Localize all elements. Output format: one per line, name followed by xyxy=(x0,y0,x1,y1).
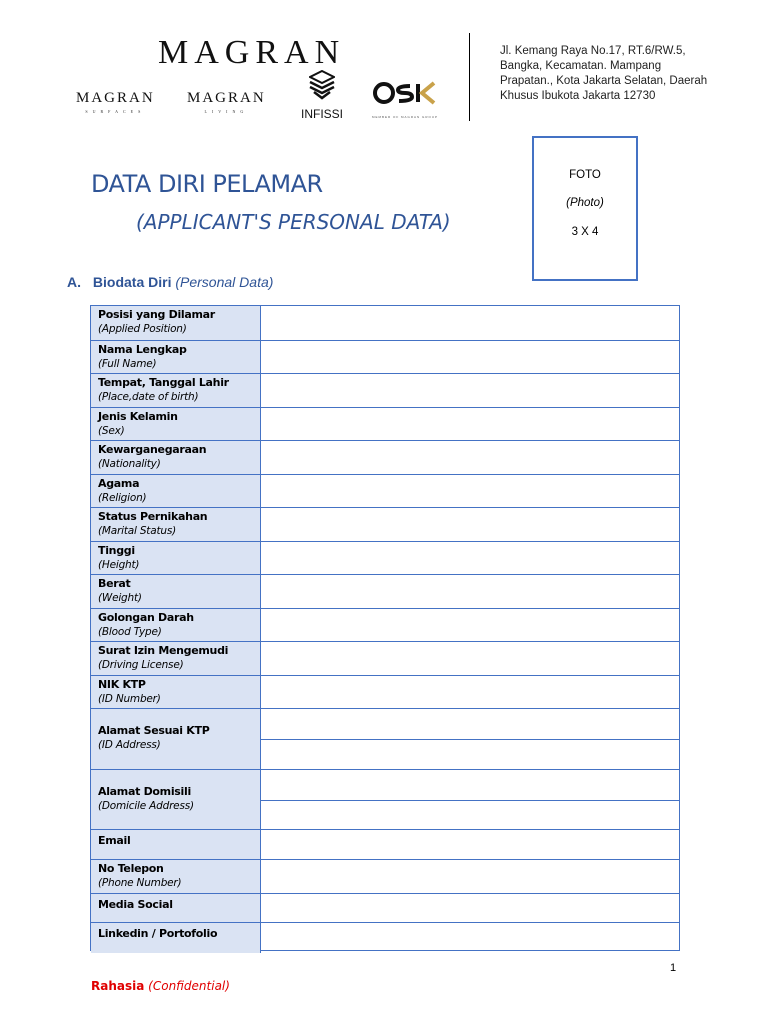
form-row xyxy=(91,859,679,893)
form-row xyxy=(91,708,679,769)
photo-box[interactable] xyxy=(532,136,638,281)
field-label: Linkedin / Portofolio xyxy=(98,926,218,940)
field-input[interactable] xyxy=(261,709,679,769)
form-row xyxy=(91,641,679,675)
field-input[interactable] xyxy=(261,475,679,508)
field-input[interactable] xyxy=(261,508,679,541)
form-row xyxy=(91,306,679,340)
form-row xyxy=(91,608,679,642)
field-input-divider xyxy=(261,800,679,801)
field-input[interactable] xyxy=(261,341,679,374)
field-input[interactable] xyxy=(261,770,679,830)
form-row xyxy=(91,675,679,709)
form-row xyxy=(91,769,679,830)
biodata-table xyxy=(90,305,680,951)
field-label-cell xyxy=(91,508,261,541)
address-line: Prapatan., Kota Jakarta Selatan, Daerah xyxy=(500,75,708,87)
magran-living-name: MAGRAN xyxy=(187,90,266,106)
photo-label: FOTO xyxy=(569,169,601,181)
confidential-note xyxy=(91,979,230,993)
form-row xyxy=(91,474,679,508)
field-label-cell xyxy=(91,441,261,474)
field-label-en: (Driving License) xyxy=(98,659,184,671)
field-input-divider xyxy=(261,739,679,740)
field-label-en: (ID Address) xyxy=(98,739,161,751)
section-letter: A. xyxy=(67,274,81,290)
address-line: Jl. Kemang Raya No.17, RT.6/RW.5, xyxy=(500,45,686,57)
field-input[interactable] xyxy=(261,374,679,407)
field-label: Surat Izin Mengemudi xyxy=(98,644,229,657)
field-label: No Telepon xyxy=(98,862,164,875)
field-label: Kewarganegaraan xyxy=(98,443,207,456)
photo-size: 3 X 4 xyxy=(571,226,599,238)
section-title: Biodata Diri xyxy=(92,274,172,290)
field-label-en: (ID Number) xyxy=(98,692,161,705)
form-row xyxy=(91,507,679,541)
field-label-en: (Full Name) xyxy=(98,357,157,370)
form-row xyxy=(91,541,679,575)
osk-logo xyxy=(372,80,438,119)
magran-living-logo xyxy=(187,90,266,114)
field-label-en: (Religion) xyxy=(98,491,147,504)
confidential-label: Rahasia xyxy=(91,979,145,993)
field-label-cell xyxy=(91,341,261,374)
confidential-label-en: (Confidential) xyxy=(148,979,230,993)
field-label: Alamat Domisili xyxy=(98,784,191,798)
field-label-en: (Height) xyxy=(98,558,140,571)
field-label: NIK KTP xyxy=(98,677,146,691)
page-subtitle: (APPLICANT'S PERSONAL DATA) xyxy=(136,210,451,234)
field-input[interactable] xyxy=(261,306,679,340)
field-label-en: (Place,date of birth) xyxy=(98,391,199,403)
field-label-cell xyxy=(91,408,261,441)
field-input[interactable] xyxy=(261,860,679,893)
field-label: Status Pernikahan xyxy=(98,510,208,523)
field-input[interactable] xyxy=(261,408,679,441)
field-input[interactable] xyxy=(261,609,679,642)
form-row xyxy=(91,829,679,859)
field-label: Email xyxy=(98,834,131,847)
osk-tagline: MEMBER OF MAGRAN GROUP xyxy=(372,115,439,119)
field-label: Tempat, Tanggal Lahir xyxy=(98,376,229,389)
osk-mark-icon xyxy=(372,80,438,106)
field-input[interactable] xyxy=(261,923,679,953)
field-label: Tinggi xyxy=(98,543,135,557)
field-label: Nama Lengkap xyxy=(98,342,187,356)
field-input[interactable] xyxy=(261,441,679,474)
field-input[interactable] xyxy=(261,575,679,608)
field-input[interactable] xyxy=(261,542,679,575)
magran-surfaces-logo xyxy=(76,90,155,114)
form-row xyxy=(91,893,679,922)
company-address xyxy=(500,44,730,104)
page-number: 1 xyxy=(670,962,677,974)
field-label-cell xyxy=(91,306,261,340)
magran-surfaces-tag: SURFACES xyxy=(85,109,146,114)
form-row xyxy=(91,440,679,474)
infissi-logo xyxy=(296,70,348,121)
magran-living-tag: LIVING xyxy=(204,109,249,114)
field-label: Golongan Darah xyxy=(98,610,194,624)
field-label-cell xyxy=(91,830,261,859)
field-label-cell xyxy=(91,374,261,407)
field-label-en: (Weight) xyxy=(98,592,142,604)
field-input[interactable] xyxy=(261,830,679,859)
form-row xyxy=(91,340,679,374)
field-label-cell xyxy=(91,642,261,675)
address-line: Khusus Ibukota Jakarta 12730 xyxy=(500,90,656,102)
field-label: Agama xyxy=(98,476,140,490)
section-heading xyxy=(67,274,273,290)
field-input[interactable] xyxy=(261,676,679,709)
form-row xyxy=(91,407,679,441)
field-label-cell xyxy=(91,923,261,953)
field-label-cell xyxy=(91,475,261,508)
form-row xyxy=(91,373,679,407)
field-label-cell xyxy=(91,575,261,608)
field-label-cell xyxy=(91,676,261,709)
field-label-cell xyxy=(91,709,261,769)
photo-label-en: (Photo) xyxy=(566,197,604,209)
magran-surfaces-name: MAGRAN xyxy=(76,90,155,106)
field-label-en: (Blood Type) xyxy=(98,625,162,638)
field-label-cell xyxy=(91,609,261,642)
field-label: Posisi yang Dilamar xyxy=(98,308,215,321)
field-input[interactable] xyxy=(261,642,679,675)
field-label-en: (Sex) xyxy=(98,424,125,437)
field-label-cell xyxy=(91,542,261,575)
infissi-wordmark: INFISSI xyxy=(300,107,343,121)
field-label: Jenis Kelamin xyxy=(98,409,178,423)
field-label-en: (Domicile Address) xyxy=(98,799,194,812)
field-label: Alamat Sesuai KTP xyxy=(98,724,210,737)
field-label-cell xyxy=(91,860,261,893)
field-label-cell xyxy=(91,894,261,922)
field-label: Berat xyxy=(98,577,131,590)
field-input[interactable] xyxy=(261,894,679,922)
form-row xyxy=(91,922,679,953)
form-row xyxy=(91,574,679,608)
field-label-en: (Marital Status) xyxy=(98,525,176,537)
infissi-cube-icon xyxy=(309,70,335,100)
magran-logo: MAGRAN xyxy=(158,34,346,71)
field-label-en: (Phone Number) xyxy=(98,877,182,889)
section-title-en: (Personal Data) xyxy=(175,274,274,290)
field-label: Media Social xyxy=(98,897,173,911)
address-line: Bangka, Kecamatan. Mampang xyxy=(500,60,662,72)
page-title: DATA DIRI PELAMAR xyxy=(91,170,323,198)
field-label-en: (Nationality) xyxy=(98,458,161,470)
field-label-cell xyxy=(91,770,261,830)
field-label-en: (Applied Position) xyxy=(98,323,187,335)
header-divider xyxy=(469,33,470,121)
